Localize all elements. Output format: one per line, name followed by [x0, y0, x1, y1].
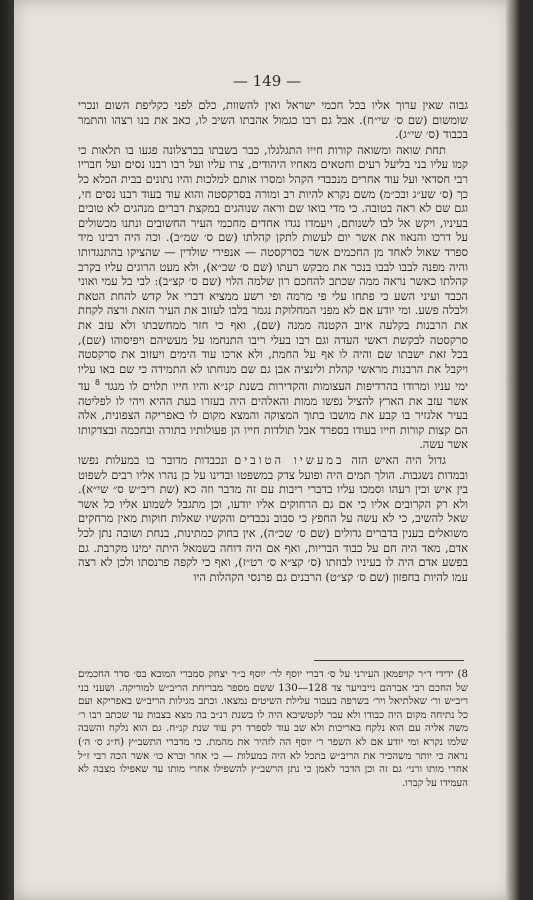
paragraph-3-start: גדול היה האיש הזה — [351, 453, 446, 468]
paragraph-3 — [78, 453, 468, 584]
page-number: — 149 — — [232, 72, 302, 90]
page-fore-edge — [506, 0, 520, 900]
book-page — [14, 0, 520, 900]
footnote-text: 8) ידידי ד״ר קויפמאן העירני על ס׳ דברי יוסף לר׳ יוסף ב״ר יצחק סמברי המובא בס׳ סדר החכמים של החכם רבי אברהם נייבויער צד 128—130 ששם מספר מבריחת הריב״ש למוריקה. ושעני בני ריב״ש ור׳ שאלתיאל ויר׳ בשרפה בעבור עלילת השיטים נמצאו. וכתב מגילות הריב״ש באפריקא ועם כל נתיחה מקום היה כבודו ולא עבר לקטשיבא היה לו בשנת רנ״ב בה מצא בצבות עד שכתב רבו ר׳ משה אליה עם הוא נלקח באריכות ולא שב עוד לספרד רק עוד שנת קנ״ח. גם הוא נלקח והשבה שלמו נקרא ומי יודע אם לא השפר ר׳ יוסף הה לזהיר את מהמת. כי מדברי התשב״ץ (ח״ג ס׳ ה׳) נראה כי יותר משהכיר את הריב״ש בתכל לא היה במעלות — כי אחר וברא כו׳ אשר הכה רבי ז״ל אחרי מותו ורני׳ גם זה וכן הדבר לאמן כי נתן הרשב״ץ להשפילו אחרי מותו עד שאפילו מצבה לא העמידו על קברו. — [78, 669, 468, 789]
main-text — [78, 98, 468, 584]
paragraph-2 — [78, 143, 468, 452]
paragraph-2-end: עד אשר עזב את הארץ להציל נפשו ממות והאלהים היה בעזרו בעת ההיא ויהי לו לפליטה בעיר אלגזיר בו קבע את מושבו בתוך המצוקה והמצא מקום לו באפריקה הצפונית, אלה הם קצות קורות חייו בעודו בספרד אבל תולדות חייו הן פעולותיו בתורה ובחכמה ובצדקותו אשר עשה. — [78, 379, 468, 452]
footnote-divider — [314, 660, 464, 661]
footnote-reference: 8 — [94, 378, 100, 388]
paragraph-3-rest: ונכבדות מדובר בו במעלות נפשו ובמדות נשגבות. הולך תמים היה ופועל צדק במשפטו ובדינו על כן נהרו אליו רבים לשפוט בין איש ובין רעהו וסמכו עליו בדברי ריבות עם זה מדבר וזה כא (שת ריב״ש ס״ שי״א). ולא רק הקרובים אליו כי אם גם הרחוקים אליו יודעו, וכן מתגבל לשמוע אליו כל אשר שאל להשיב, כי לא עשה על החפץ כי סבוב נכבדים והקשיו שאלות חוקות מאין מרחקים משואלים בענין בדברים גדולים (שם ס׳ שכ״ה), אין בחוק כמתינות, בנחת ושובה נתן לכל אדם, מאד היה חם על כבוד הבריות, ואף אם היה דוחה בשמאל היתה ימינו מקרבת. גם בפשע אדם היה לו בעיניו לבוזתו (ס׳ קצ״א ס׳ רט״ז), ואף כי לקפה פרנסתו ולכן לא רצה עמו להיות בחפזון (שם ס׳ קצ״ט) הרבנים גם פרנסי הקהלות היו — [78, 453, 468, 584]
paragraph-3-spaced-emphasis: במעשיו הטובים — [234, 453, 345, 468]
paragraph-2-text: תחת שואה ומשואה קורות חייו התגלגלו, כבר בשבתו בברצלונה פגעו בו תלאות כי קמו עליו בני בליעל רעים וחטאים מאחיו היהודים, צרו עליו ועל רבו רבנו נסים ועל חבריו רבי חסדאי ועל עוד אחרים מנכבדי הקהל ומסרו אותם למלכות והיו נתונים בבית הכלא כל כך (ס׳ שע״ג ובכ״מ) משם נקרא להיות רב ומורה בסרקסטה והוא עוד בעוד רבנו נסים חי, וגם שם לא ראה בטובה. כי מדי בואו שם וראה שנוהגים במקצת דברים מנהגים לא טובים בעיניו, ויקש אל לבו לשנותם, ויעמדו נגדו אחדים מחכמי העיר החשובים ונתנו מכשולים על דרכו והנאוו את אשר יום לעשות לתקן קהלתו (שם ס׳ שמ״ב). וכה היה רבינו מיד ספרד שאול לאחד מן החכמים אשר בסרקסטה — אנפירי שולדין — שהציקו בהתנגדותו והיה מפנה לבבו לבבו בנכר את מבקש רעתו (שם ס׳ שכ״א), ולא מעט הרוגים עליו בקרב קהלתו כאשר נראה ממה שכתב להחכם רון שלמה הלוי (שם ס׳ קצ״ב): לבי בל עמי ואוני הכבד ועיני השע כי פתחו עלי פי מרמה ופי רשע ממציא דברי אל קדש להחת הטאת ולבלה פשע. ומי יודע אם לא מפני המחלוקת נגמר בלבו לעזוב את העיר הזאת ורצה לקחת את הרבנות בקלעה איוב הקטנה ממנה (שם), ואף כי חזר ממחשבתו ולא עזב את סרקסטה לבקשת ראשי העדה וגם רבו בעלי ריבו התנחמו על מעשיהם ויפיסוהו (שם), בכל זאת ישבתו שם והיה לו אף על החמת, ולא ארכו עוד הימים ויעזוב את סרקסטה ויקבל את הרבנות מראשי קהלת ולינציה אבן גם שם מנוחתו לא התמידה כי שם באו עליו ימי עניו ומרודו בהרדיפות העצומות והקדירות בשנת קנ״א והיו חייו תלוים לו מנגד — [78, 142, 469, 394]
paragraph-1: גבוה שאין ערוך אליו בכל חכמי ישראל ואין להשוות, כלם לפני כקליפת השום ונכרי שומשום (שם ס׳ שי״ח). אבל גם רבו כגמול אהבתו השיב לו, כאב את בנו רצהו והתמר בכבוד (ס׳ שי״ג). — [78, 98, 468, 142]
